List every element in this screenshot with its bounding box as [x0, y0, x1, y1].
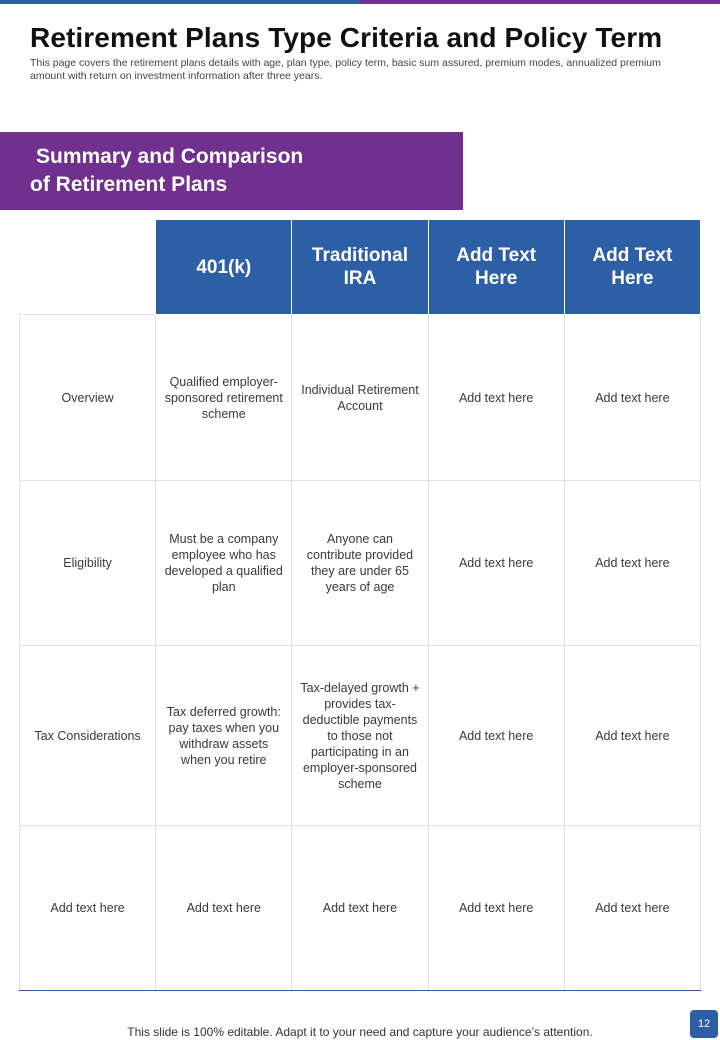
table-cell: Qualified employer-sponsored retirement scheme [156, 315, 292, 481]
table-row [20, 481, 701, 646]
section-banner [0, 132, 463, 210]
row-label: Overview [20, 315, 156, 481]
footer-note: This slide is 100% editable. Adapt it to your need and capture your audience’s attention. [127, 1025, 593, 1039]
table-cell: Add text here [564, 481, 700, 646]
table-cell: Add text here [428, 481, 564, 646]
header-traditional-ira: Traditional IRA [292, 220, 428, 315]
table-row [20, 826, 701, 991]
top-accent-purple [360, 0, 720, 4]
table-cell: Add text here [428, 646, 564, 826]
table-cell: Tax-delayed growth + provides tax-deductible payments to those not participating in an employer-sponsored scheme [292, 646, 428, 826]
table-cell: Anyone can contribute provided they are under 65 years of age [292, 481, 428, 646]
page-number-badge: 12 [690, 1010, 718, 1038]
table-cell: Add text here [428, 826, 564, 991]
banner-line-2: of Retirement Plans [30, 173, 228, 196]
table-cell: Add text here [428, 315, 564, 481]
table-header-row [20, 220, 701, 315]
table-cell: Tax deferred growth: pay taxes when you withdraw assets when you retire [156, 646, 292, 826]
table-cell: Add text here [156, 826, 292, 991]
header-blank-cell [20, 220, 156, 315]
table-cell: Add text here [564, 646, 700, 826]
top-accent-blue [0, 0, 360, 4]
top-accent-bar [0, 0, 720, 4]
header-col-4: Add Text Here [564, 220, 700, 315]
row-label: Add text here [20, 826, 156, 991]
table-cell: Add text here [564, 315, 700, 481]
page-subtitle: This page covers the retirement plans details with age, plan type, policy term, basic sum assured, premium modes, annualized premium amount with return on investment information after three years. [30, 57, 661, 82]
row-label: Eligibility [20, 481, 156, 646]
table-cell: Individual Retirement Account [292, 315, 428, 481]
row-label: Tax Considerations [20, 646, 156, 826]
page-title: Retirement Plans Type Criteria and Policy Term [30, 22, 663, 53]
table-row [20, 315, 701, 481]
comparison-table [19, 219, 701, 991]
banner-line-1: Summary and Comparison [36, 145, 304, 168]
header-401k: 401(k) [156, 220, 292, 315]
table-cell: Add text here [292, 826, 428, 991]
table-row [20, 646, 701, 826]
table-cell: Must be a company employee who has developed a qualified plan [156, 481, 292, 646]
header-col-3: Add Text Here [428, 220, 564, 315]
table-cell: Add text here [564, 826, 700, 991]
